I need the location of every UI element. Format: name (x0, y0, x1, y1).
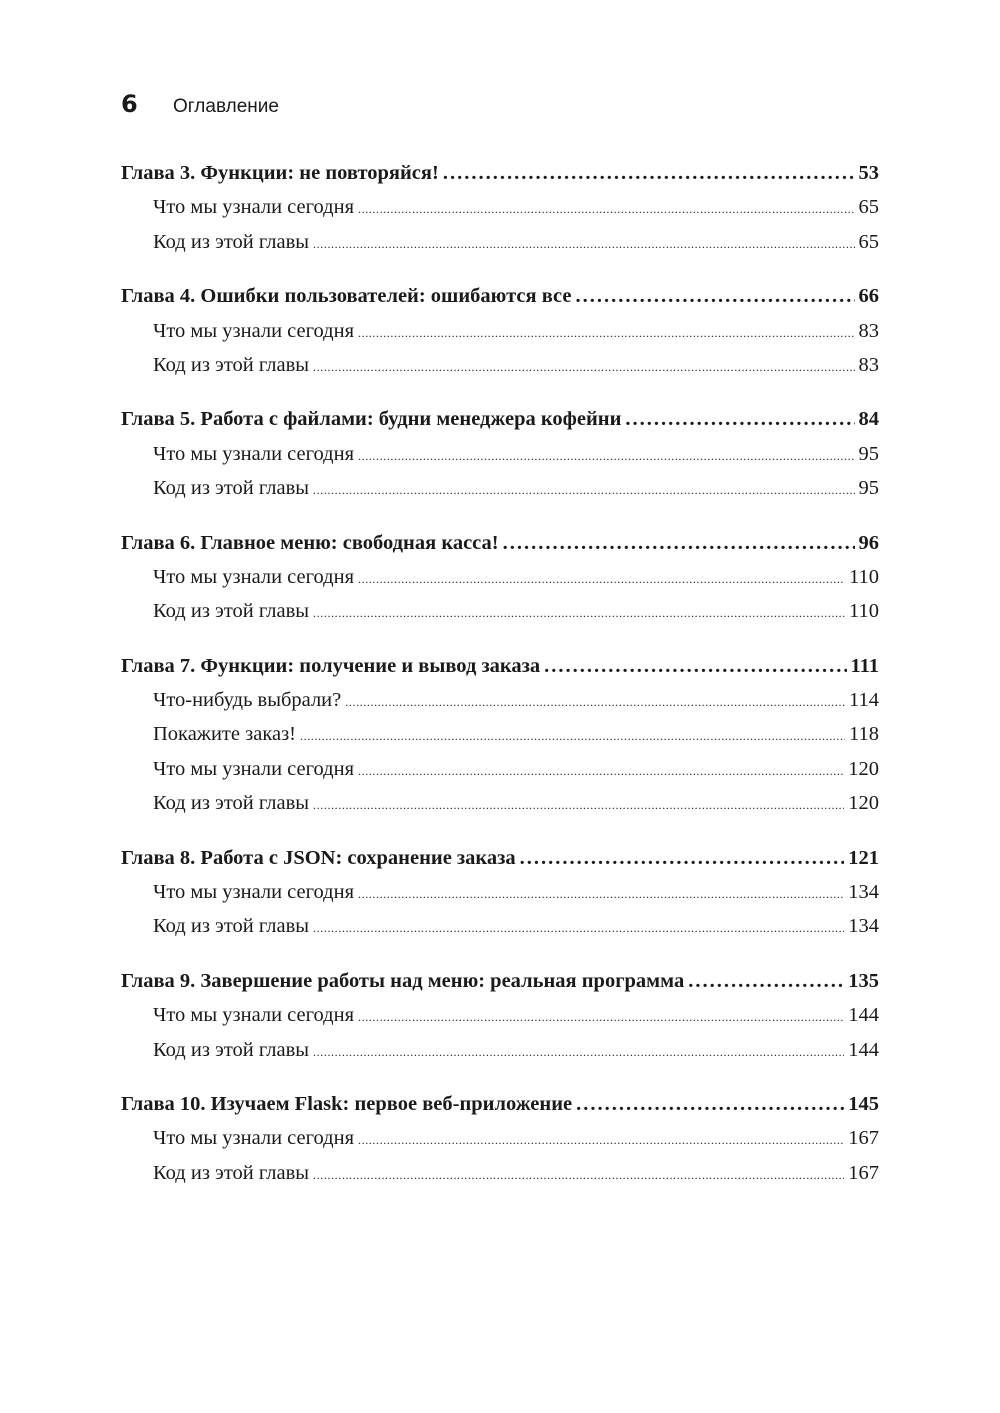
chapter-title: Глава 6. Главное меню: свободная касса! (121, 531, 499, 554)
dot-leader (313, 237, 854, 252)
chapter-page: 84 (858, 408, 879, 431)
section-entry (121, 320, 879, 354)
chapter-6 (121, 532, 879, 635)
dot-leader (625, 408, 854, 431)
dot-leader (313, 360, 854, 375)
chapter-4 (121, 285, 879, 388)
chapter-title: Глава 5. Работа с файлами: будни менеджера кофейни (121, 408, 622, 431)
chapter-heading (121, 408, 879, 442)
chapter-page: 121 (848, 846, 879, 869)
dot-leader (313, 606, 845, 621)
chapter-title: Глава 7. Функции: получение и вывод заказа (121, 654, 541, 677)
section-entry (121, 600, 879, 634)
section-page: 95 (858, 477, 879, 500)
chapter-heading (121, 285, 879, 319)
dot-leader (300, 729, 845, 744)
section-page: 144 (848, 1038, 879, 1061)
dot-leader (345, 695, 845, 710)
dot-leader (443, 162, 855, 185)
section-page: 134 (848, 915, 879, 938)
section-page: 110 (849, 565, 879, 588)
dot-leader (544, 655, 846, 678)
section-title: Что мы узнали сегодня (153, 565, 355, 588)
section-entry (121, 566, 879, 600)
section-title: Что мы узнали сегодня (153, 757, 355, 780)
dot-leader (358, 1010, 844, 1025)
section-page: 144 (848, 1004, 879, 1027)
chapter-page: 145 (848, 1092, 879, 1115)
section-page: 118 (849, 723, 879, 746)
dot-leader (576, 1093, 844, 1116)
chapter-title: Глава 9. Завершение работы над меню: реальная программа (121, 969, 685, 992)
section-title: Что мы узнали сегодня (153, 1004, 355, 1027)
chapter-title: Глава 8. Работа с JSON: сохранение заказа (121, 846, 516, 869)
dot-leader (313, 921, 844, 936)
dot-leader (520, 847, 845, 870)
chapter-7 (121, 655, 879, 827)
dot-leader (575, 285, 854, 308)
chapter-title: Глава 4. Ошибки пользователей: ошибаются все (121, 285, 572, 308)
table-of-contents (121, 162, 879, 1216)
section-title: Код из этой главы (153, 1161, 310, 1184)
chapter-page: 135 (848, 969, 879, 992)
chapter-10 (121, 1093, 879, 1196)
chapter-title: Глава 3. Функции: не повторяйся! (121, 162, 439, 184)
chapter-heading (121, 655, 879, 689)
dot-leader (313, 1045, 844, 1060)
dot-leader (688, 970, 844, 993)
page-header (121, 90, 279, 124)
dot-leader (358, 572, 845, 587)
section-title: Код из этой главы (153, 477, 310, 500)
section-title: Код из этой главы (153, 1038, 310, 1061)
section-page: 114 (849, 689, 879, 712)
chapter-heading (121, 1093, 879, 1127)
section-entry (121, 231, 879, 265)
section-entry (121, 196, 879, 230)
section-page: 83 (858, 353, 879, 376)
running-title: Оглавление (173, 96, 279, 117)
dot-leader (358, 449, 854, 464)
chapter-5 (121, 408, 879, 511)
chapter-8 (121, 847, 879, 950)
section-title: Что мы узнали сегодня (153, 881, 355, 904)
section-page: 65 (858, 196, 879, 219)
chapter-page: 66 (858, 285, 879, 308)
chapter-heading (121, 532, 879, 566)
dot-leader (313, 483, 854, 498)
dot-leader (503, 532, 855, 555)
section-entry (121, 689, 879, 723)
section-title: Код из этой главы (153, 230, 310, 253)
dot-leader (358, 326, 854, 341)
section-title: Код из этой главы (153, 792, 310, 815)
section-title: Код из этой главы (153, 600, 310, 623)
chapter-9 (121, 970, 879, 1073)
chapter-3 (121, 162, 879, 265)
dot-leader (358, 764, 844, 779)
section-title: Код из этой главы (153, 353, 310, 376)
section-title: Код из этой главы (153, 915, 310, 938)
section-entry (121, 1004, 879, 1038)
section-entry (121, 354, 879, 388)
section-page: 95 (858, 442, 879, 465)
section-page: 134 (848, 881, 879, 904)
chapter-title: Глава 10. Изучаем Flask: первое веб-приложение (121, 1092, 573, 1115)
chapter-page: 96 (858, 531, 879, 554)
section-page: 110 (849, 600, 879, 623)
section-title: Что мы узнали сегодня (153, 1127, 355, 1150)
section-page: 83 (858, 319, 879, 342)
section-title: Что мы узнали сегодня (153, 196, 355, 219)
section-entry (121, 792, 879, 826)
section-entry (121, 915, 879, 949)
chapter-page: 53 (858, 162, 879, 184)
dot-leader (313, 798, 844, 813)
dot-leader (358, 887, 844, 902)
chapter-heading (121, 970, 879, 1004)
page-number: 6 (121, 90, 138, 118)
dot-leader (358, 202, 854, 217)
section-page: 167 (848, 1161, 879, 1184)
dot-leader (358, 1133, 844, 1148)
section-title: Что мы узнали сегодня (153, 319, 355, 342)
section-entry (121, 443, 879, 477)
section-entry (121, 881, 879, 915)
section-page: 120 (848, 757, 879, 780)
chapter-page: 111 (850, 654, 879, 677)
section-page: 120 (848, 792, 879, 815)
section-entry (121, 758, 879, 792)
chapter-heading (121, 847, 879, 881)
section-page: 65 (858, 230, 879, 253)
section-title: Что мы узнали сегодня (153, 442, 355, 465)
section-entry (121, 1127, 879, 1161)
section-title: Покажите заказ! (153, 723, 296, 746)
section-title: Что-нибудь выбрали? (153, 689, 342, 712)
section-entry (121, 477, 879, 511)
section-entry (121, 1039, 879, 1073)
section-page: 167 (848, 1127, 879, 1150)
section-entry (121, 723, 879, 757)
section-entry (121, 1162, 879, 1196)
dot-leader (313, 1168, 844, 1183)
chapter-heading (121, 162, 879, 196)
